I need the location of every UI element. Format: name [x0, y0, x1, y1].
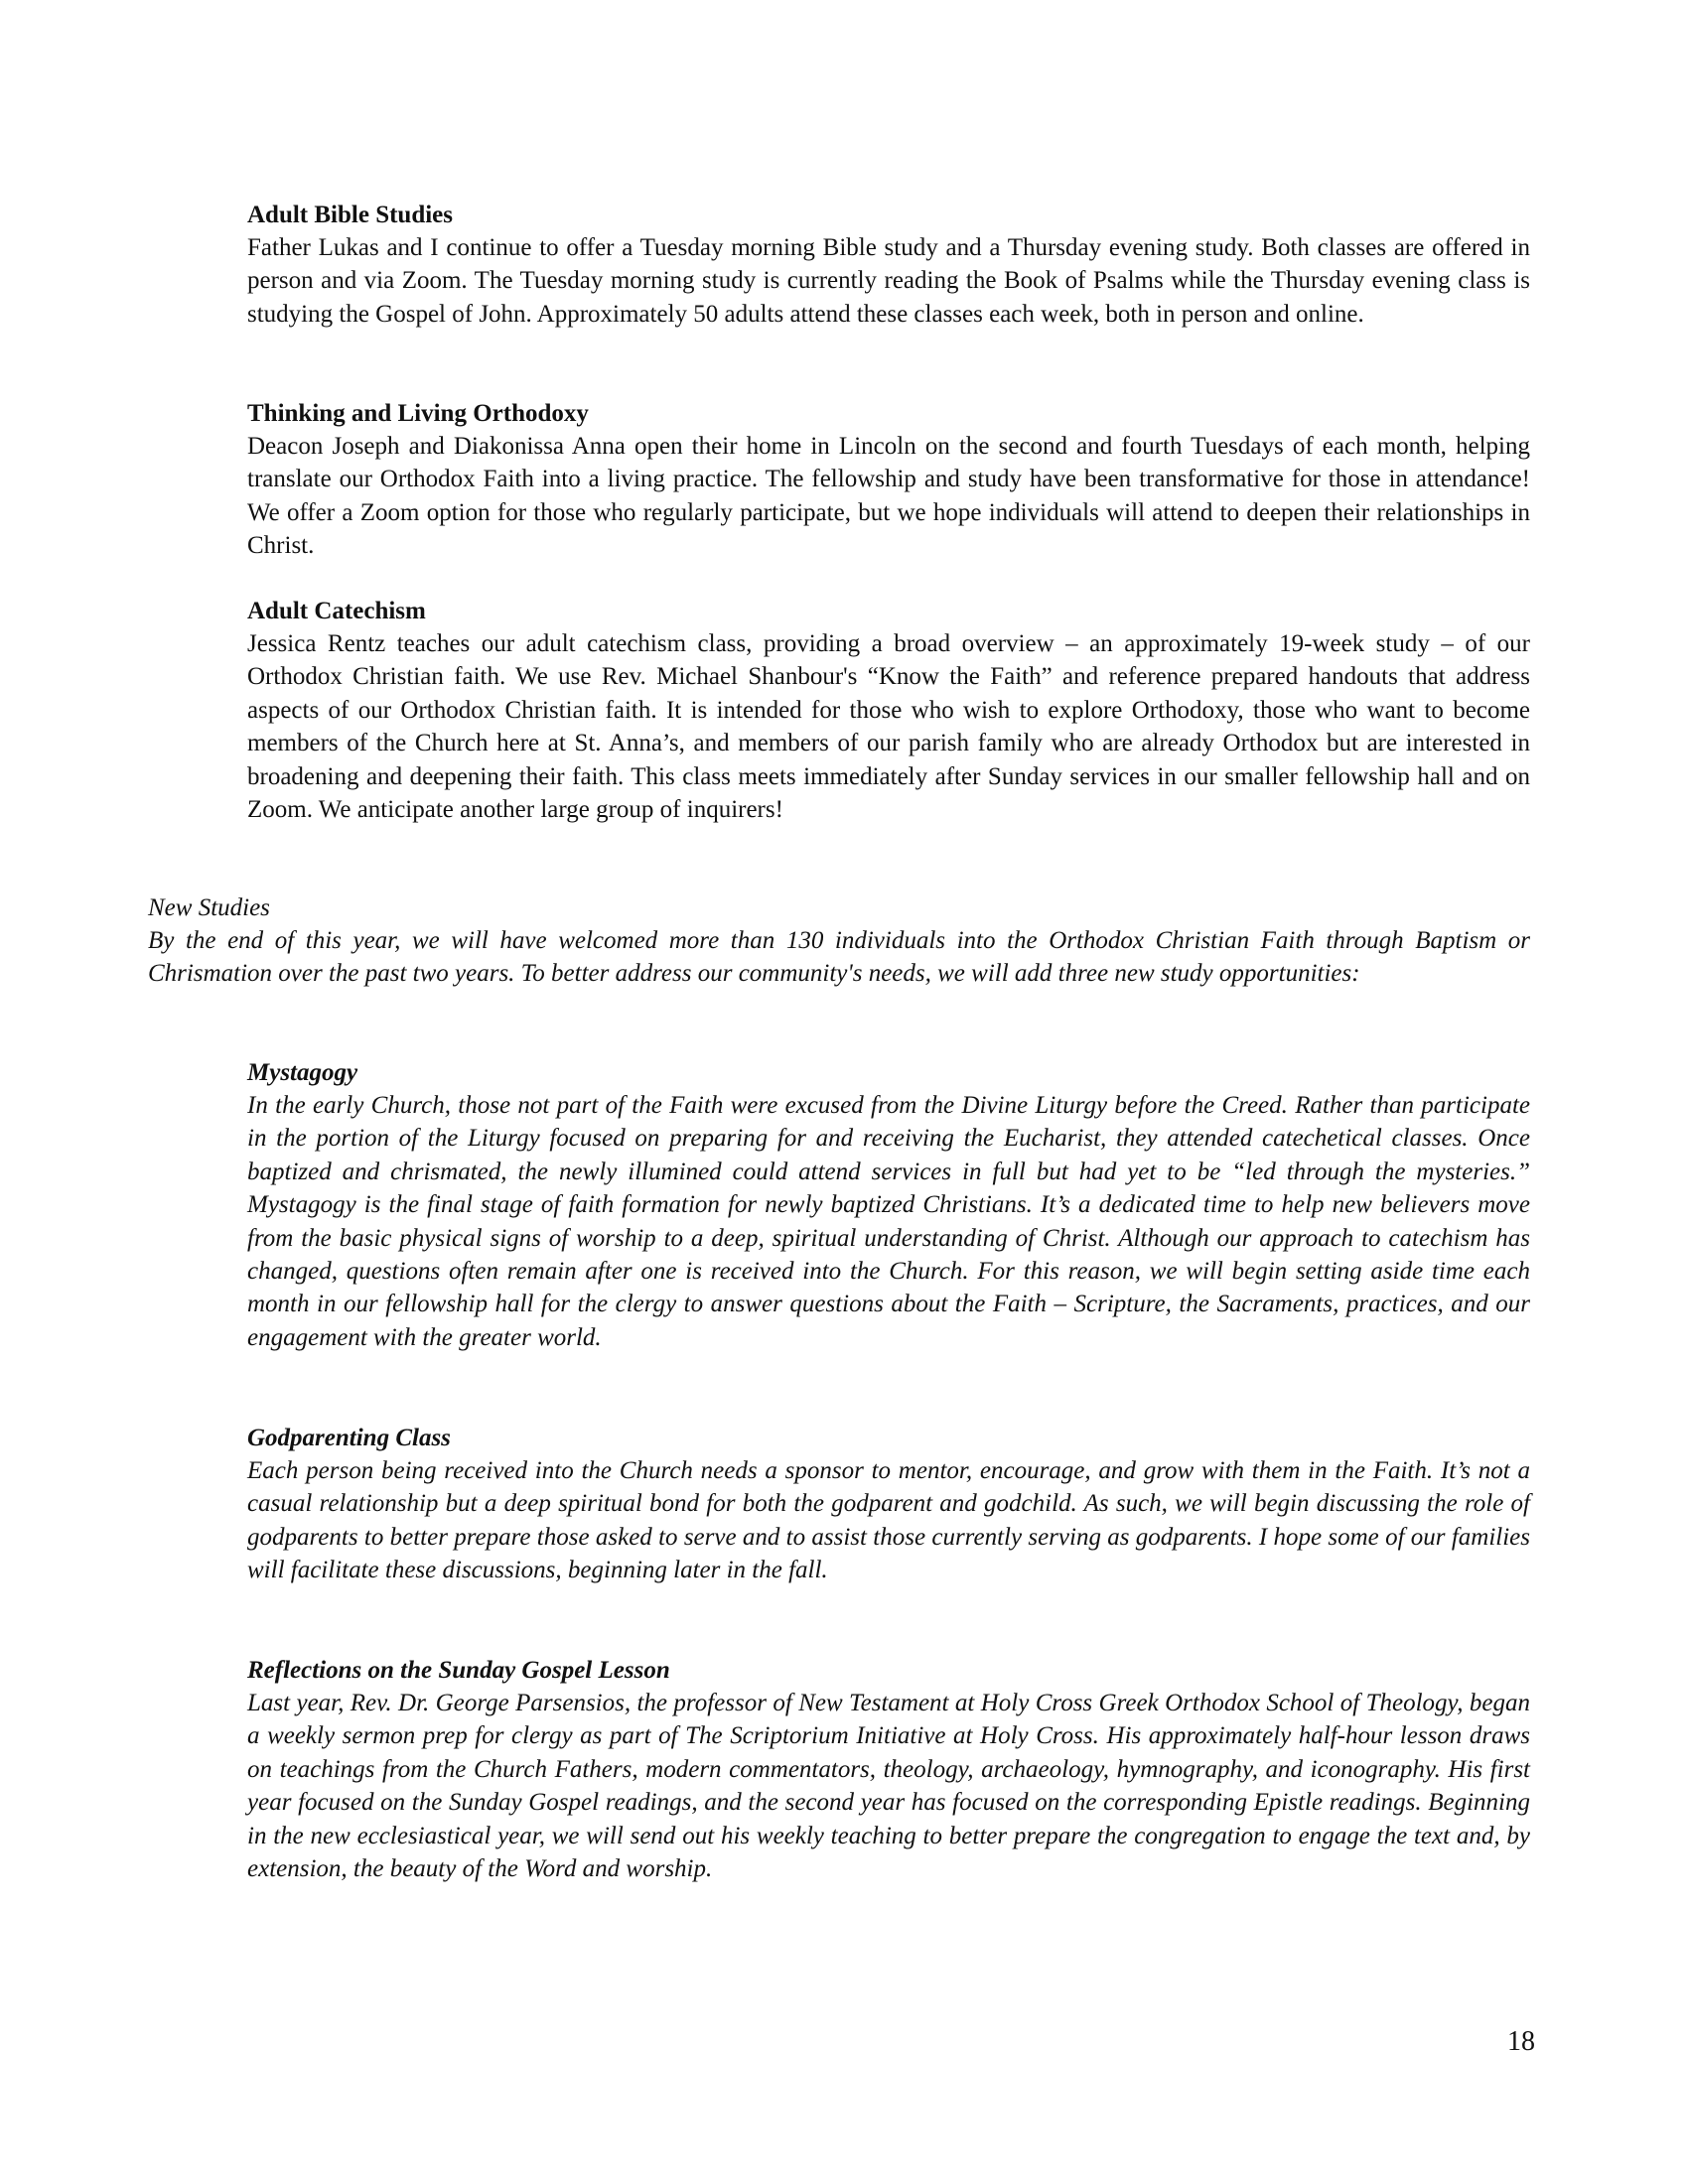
section-heading: Adult Bible Studies [247, 202, 454, 228]
section-mystagogy [247, 1056, 1530, 1354]
section-adult-bible-studies [247, 199, 1530, 331]
section-heading: Mystagogy [247, 1059, 358, 1086]
section-heading: Reflections on the Sunday Gospel Lesson [247, 1657, 670, 1684]
section-reflections-sunday-gospel [247, 1654, 1530, 1885]
section-body: By the end of this year, we will have welcomed more than 130 individuals into the Orthodox Christian Faith through Baptism or Chrismation over the past two years. To better address our community's needs, we will add three new study opportunities: [148, 927, 1530, 988]
section-adult-catechism [247, 595, 1530, 826]
section-body: Deacon Joseph and Diakonissa Anna open their home in Lincoln on the second and fourth Tuesdays of each month, helping translate our Orthodox Faith into a living practice. The fellowship and study have been transformative for those in attendance! We offer a Zoom option for those who regularly participate, but we hope individuals will attend to deepen their relationships in Christ. [247, 433, 1530, 560]
section-body: Each person being received into the Church needs a sponsor to mentor, encourage, and grow with them in the Faith. It’s not a casual relationship but a deep spiritual bond for both the godparent and godchild. As such, we will begin discussing the role of godparents to better prepare those asked to serve and to assist those currently serving as godparents. I hope some of our families will facilitate these discussions, beginning later in the fall. [247, 1457, 1530, 1584]
section-body: In the early Church, those not part of the Faith were excused from the Divine Liturgy before the Creed. Rather than participate in the portion of the Liturgy focused on preparing for and receiving the Eucharist, they attended catechetical classes. Once baptized and chrismated, the newly illumined could attend services in full but had yet to be “led through the mysteries.” Mystagogy is the final stage of faith formation for newly baptized Christians. It’s a dedicated time to help new believers move from the basic physical signs of worship to a deep, spiritual understanding of Christ. Although our approach to catechism has changed, questions often remain after one is received into the Church. For this reason, we will begin setting aside time each month in our fellowship hall for the clergy to answer questions about the Faith – Scripture, the Sacraments, practices, and our engagement with the greater world. [247, 1092, 1530, 1351]
page-number: 18 [1507, 2026, 1535, 2057]
section-heading: Thinking and Living Orthodoxy [247, 400, 589, 427]
section-heading: Godparenting Class [247, 1425, 451, 1451]
section-body: Last year, Rev. Dr. George Parsensios, the professor of New Testament at Holy Cross Greek Orthodox School of Theology, began a weekly sermon prep for clergy as part of The Scriptorium Initiative at Holy Cross. His approximately half-hour lesson draws on teachings from the Church Fathers, modern commentators, theology, archaeology, hymnography, and iconography. His first year focused on the Sunday Gospel readings, and the second year has focused on the corresponding Epistle readings. Beginning in the new ecclesiastical year, we will send out his weekly teaching to better prepare the congregation to engage the text and, by extension, the beauty of the Word and worship. [247, 1690, 1530, 1883]
section-godparenting-class [247, 1422, 1530, 1587]
section-heading: New Studies [148, 894, 270, 921]
section-new-studies [148, 891, 1530, 991]
section-body: Father Lukas and I continue to offer a Tuesday morning Bible study and a Thursday evening study. Both classes are offered in person and via Zoom. The Tuesday morning study is currently reading the Book of Psalms while the Thursday evening class is studying the Gospel of John. Approximately 50 adults attend these classes each week, both in person and online. [247, 234, 1530, 328]
section-heading: Adult Catechism [247, 598, 426, 624]
section-thinking-living-orthodoxy [247, 397, 1530, 563]
section-body: Jessica Rentz teaches our adult catechism class, providing a broad overview – an approximately 19-week study – of our Orthodox Christian faith. We use Rev. Michael Shanbour's “Know the Faith” and reference prepared handouts that address aspects of our Orthodox Christian faith. It is intended for those who wish to explore Orthodoxy, those who want to become members of the Church here at St. Anna’s, and members of our parish family who are already Orthodox but are interested in broadening and deepening their faith. This class meets immediately after Sunday services in our smaller fellowship hall and on Zoom. We anticipate another large group of inquirers! [247, 630, 1530, 824]
